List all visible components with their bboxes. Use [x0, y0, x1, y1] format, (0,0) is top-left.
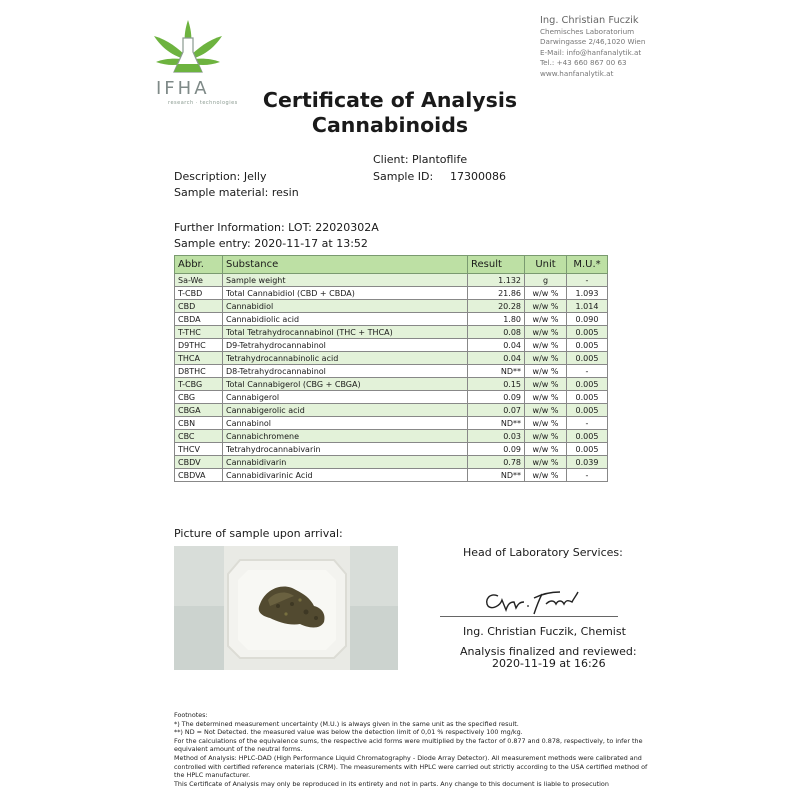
- row-mu: 0.090: [567, 313, 608, 326]
- lab-address-line: Darwingasse 2/46,1020 Wien: [540, 37, 646, 47]
- row-mu: 0.005: [567, 326, 608, 339]
- row-abbr: THCA: [175, 352, 223, 365]
- table-row: [175, 404, 608, 417]
- column-header-abbr: Abbr.: [175, 256, 223, 274]
- column-header-unit: Unit: [525, 256, 567, 274]
- row-result: ND**: [468, 469, 525, 482]
- row-result: 1.132: [468, 274, 525, 287]
- footnote-method: Method of Analysis: HPLC-DAD (High Performance Liquid Chromatography - Diode Array Detector). All measurement methods were calibrated and controlled with certified reference materials (CRM). The measurements with HPLC were carried out strictly according to the USA certified method of the HPLC manufacturer.: [174, 753, 648, 780]
- picture-label: Picture of sample upon arrival:: [174, 527, 343, 540]
- row-result: 20.28: [468, 300, 525, 313]
- row-unit: w/w %: [525, 456, 567, 469]
- row-abbr: CBGA: [175, 404, 223, 417]
- row-result: 0.04: [468, 352, 525, 365]
- table-row: [175, 326, 608, 339]
- table-header-row: [175, 256, 608, 274]
- row-mu: 0.005: [567, 378, 608, 391]
- row-unit: w/w %: [525, 404, 567, 417]
- row-unit: w/w %: [525, 391, 567, 404]
- table-row: [175, 339, 608, 352]
- footnote-reproduction: This Certificate of Analysis may only be reproduced in its entirety and not in parts. Any change to this document is liable to prosecution: [174, 779, 609, 788]
- row-unit: w/w %: [525, 430, 567, 443]
- row-abbr: D8THC: [175, 365, 223, 378]
- row-abbr: T-CBG: [175, 378, 223, 391]
- row-unit: w/w %: [525, 287, 567, 300]
- row-unit: w/w %: [525, 326, 567, 339]
- lab-name: Ing. Christian Fuczik: [540, 15, 639, 26]
- column-header-substance: Substance: [223, 256, 468, 274]
- row-result: 0.09: [468, 443, 525, 456]
- footnotes-heading: Footnotes:: [174, 711, 208, 719]
- table-row: [175, 313, 608, 326]
- client-name: Client: Plantoflife: [373, 153, 468, 166]
- row-abbr: CBDA: [175, 313, 223, 326]
- head-of-lab-label: Head of Laboratory Services:: [463, 546, 623, 559]
- row-mu: -: [567, 274, 608, 287]
- lab-website: www.hanfanalytik.at: [540, 68, 614, 78]
- row-substance: Sample weight: [223, 274, 468, 287]
- handwritten-signature-image: [480, 578, 590, 618]
- row-substance: Cannabidiolic acid: [223, 313, 468, 326]
- row-mu: -: [567, 365, 608, 378]
- row-substance: Cannabigerolic acid: [223, 404, 468, 417]
- row-result: 0.15: [468, 378, 525, 391]
- row-substance: Total Tetrahydrocannabinol (THC + THCA): [223, 326, 468, 339]
- table-row: [175, 417, 608, 430]
- footnote-mu: *) The determined measurement uncertainty (M.U.) is always given in the same unit as the specified result.: [174, 719, 519, 728]
- lab-address-block: [540, 14, 740, 79]
- row-result: 0.04: [468, 339, 525, 352]
- row-abbr: CBN: [175, 417, 223, 430]
- row-result: 0.09: [468, 391, 525, 404]
- further-information: Further Information: LOT: 22020302A: [174, 221, 379, 234]
- row-mu: 0.005: [567, 352, 608, 365]
- cannabinoid-results-table: [174, 255, 608, 482]
- table-row: [175, 456, 608, 469]
- row-mu: -: [567, 469, 608, 482]
- row-unit: w/w %: [525, 313, 567, 326]
- row-unit: w/w %: [525, 417, 567, 430]
- row-substance: Cannabidivarinic Acid: [223, 469, 468, 482]
- lab-email: E-Mail: info@hanfanalytik.at: [540, 47, 642, 57]
- row-mu: -: [567, 417, 608, 430]
- lab-phone: Tel.: +43 660 867 00 63: [540, 58, 627, 68]
- sample-in-weighing-dish-image: [174, 546, 398, 670]
- row-substance: Tetrahydrocannabivarin: [223, 443, 468, 456]
- row-mu: 1.093: [567, 287, 608, 300]
- signature: [480, 578, 590, 618]
- row-unit: w/w %: [525, 339, 567, 352]
- sample-material: Sample material: resin: [174, 186, 299, 199]
- table-row: [175, 391, 608, 404]
- row-substance: Total Cannabigerol (CBG + CBGA): [223, 378, 468, 391]
- row-substance: Cannabidiol: [223, 300, 468, 313]
- row-result: 0.08: [468, 326, 525, 339]
- row-substance: Cannabigerol: [223, 391, 468, 404]
- row-abbr: T-CBD: [175, 287, 223, 300]
- row-substance: D9-Tetrahydrocannabinol: [223, 339, 468, 352]
- logo-name: IFHA: [156, 78, 210, 99]
- row-substance: Cannabinol: [223, 417, 468, 430]
- table-row: [175, 287, 608, 300]
- document-title: [0, 88, 780, 138]
- row-abbr: THCV: [175, 443, 223, 456]
- row-mu: 0.005: [567, 404, 608, 417]
- row-abbr: CBDVA: [175, 469, 223, 482]
- table-row: [175, 365, 608, 378]
- sample-photo: [174, 546, 398, 670]
- finalized-date: 2020-11-19 at 16:26: [492, 657, 606, 670]
- row-result: ND**: [468, 365, 525, 378]
- row-abbr: Sa-We: [175, 274, 223, 287]
- title-line-2: Cannabinoids: [311, 113, 469, 137]
- column-header-result: Result: [468, 256, 525, 274]
- sample-id-label: Sample ID:: [373, 170, 434, 183]
- table-row: [175, 443, 608, 456]
- row-mu: 1.014: [567, 300, 608, 313]
- row-mu: 0.005: [567, 430, 608, 443]
- table-row: [175, 378, 608, 391]
- row-unit: w/w %: [525, 300, 567, 313]
- chemist-name: Ing. Christian Fuczik, Chemist: [463, 625, 626, 638]
- row-unit: w/w %: [525, 469, 567, 482]
- row-mu: 0.005: [567, 443, 608, 456]
- logo-tagline: research · technologies: [168, 100, 238, 106]
- row-substance: Total Cannabidiol (CBD + CBDA): [223, 287, 468, 300]
- finalized-label: Analysis finalized and reviewed:: [460, 645, 637, 658]
- row-unit: w/w %: [525, 352, 567, 365]
- row-abbr: CBD: [175, 300, 223, 313]
- row-mu: 0.005: [567, 339, 608, 352]
- description: Description: Jelly: [174, 170, 267, 183]
- row-unit: g: [525, 274, 567, 287]
- table-row: [175, 469, 608, 482]
- table-row: [175, 430, 608, 443]
- row-substance: Tetrahydrocannabinolic acid: [223, 352, 468, 365]
- footnotes: [174, 711, 654, 788]
- footnote-equivalence: For the calculations of the equivalence sums, the respective acid forms were multiplied by the factor of 0.877 and 0.878, respectively, to infer the equivalent amount of the neutral forms.: [174, 736, 643, 754]
- table-row: [175, 274, 608, 287]
- lab-address-line: Chemisches Laboratorium: [540, 27, 635, 36]
- column-header-mu: M.U.*: [567, 256, 608, 274]
- row-substance: Cannabidivarin: [223, 456, 468, 469]
- row-result: ND**: [468, 417, 525, 430]
- row-unit: w/w %: [525, 378, 567, 391]
- row-mu: 0.039: [567, 456, 608, 469]
- row-mu: 0.005: [567, 391, 608, 404]
- row-unit: w/w %: [525, 365, 567, 378]
- row-unit: w/w %: [525, 443, 567, 456]
- row-result: 0.07: [468, 404, 525, 417]
- row-abbr: T-THC: [175, 326, 223, 339]
- row-result: 0.78: [468, 456, 525, 469]
- sample-id: 17300086: [450, 170, 506, 183]
- row-result: 21.86: [468, 287, 525, 300]
- row-abbr: D9THC: [175, 339, 223, 352]
- sample-entry: Sample entry: 2020-11-17 at 13:52: [174, 237, 368, 250]
- row-result: 1.80: [468, 313, 525, 326]
- title-line-1: Certificate of Analysis: [262, 88, 518, 112]
- table-row: [175, 352, 608, 365]
- footnote-nd: **) ND = Not Detected. the measured value was below the detection limit of 0,01 % respectively 100 mg/kg.: [174, 728, 523, 737]
- row-abbr: CBDV: [175, 456, 223, 469]
- row-substance: D8-Tetrahydrocannabinol: [223, 365, 468, 378]
- table-row: [175, 300, 608, 313]
- table-body: [175, 274, 608, 482]
- row-abbr: CBG: [175, 391, 223, 404]
- row-abbr: CBC: [175, 430, 223, 443]
- row-result: 0.03: [468, 430, 525, 443]
- signature-line: [440, 616, 618, 617]
- row-substance: Cannabichromene: [223, 430, 468, 443]
